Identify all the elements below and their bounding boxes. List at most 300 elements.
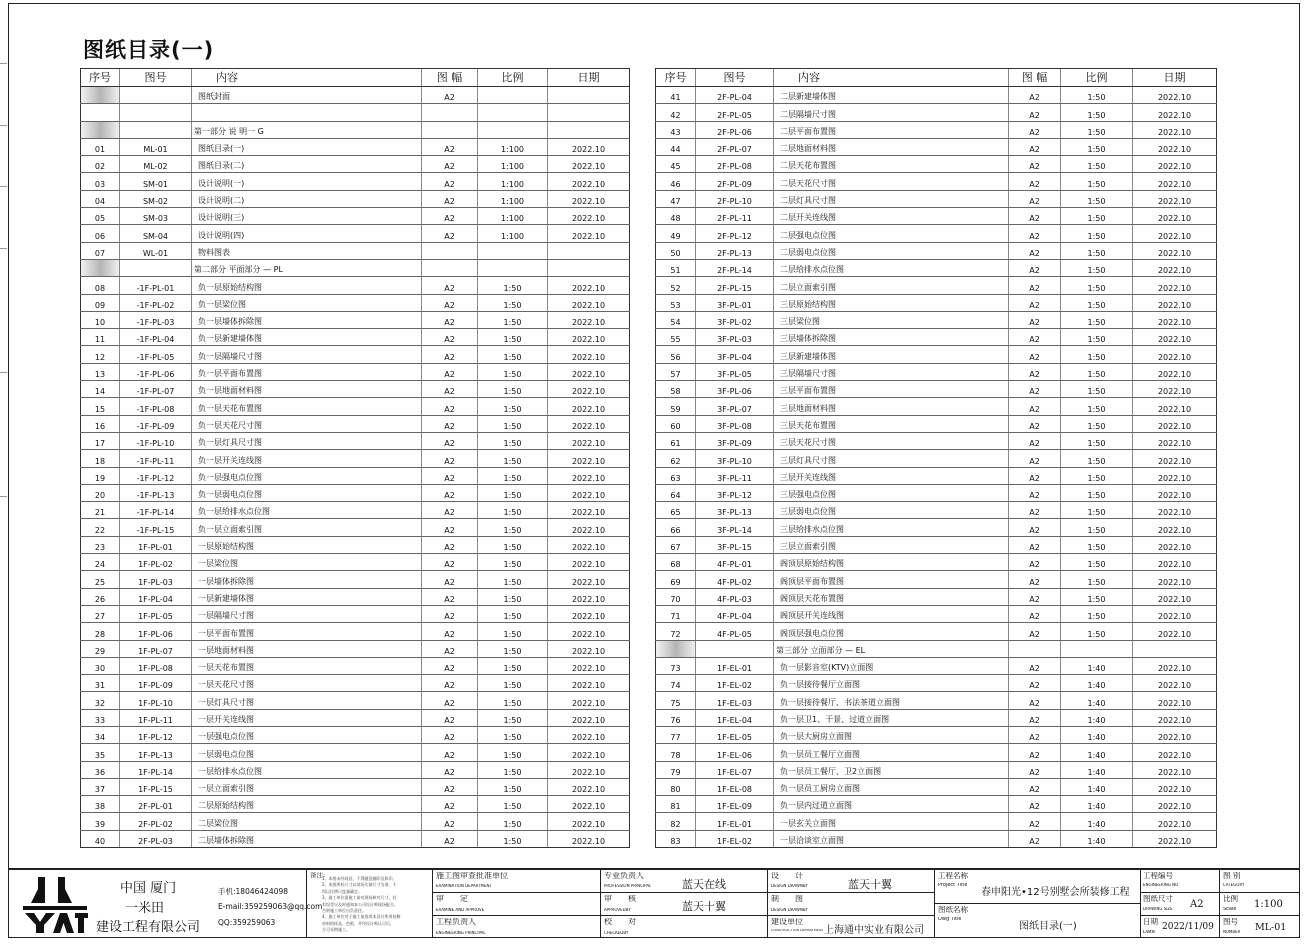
project-en: Project Title — [938, 883, 968, 888]
cell-code: SM-02 — [120, 190, 192, 207]
cell-date: 2022.10 — [1133, 605, 1217, 622]
cell-no: 67 — [656, 536, 696, 553]
eng-principal-label: 工程负责人 — [436, 918, 476, 926]
cell-content: 三层立面索引图 — [774, 536, 1009, 553]
cell-size: A2 — [422, 623, 478, 640]
cell-no — [81, 259, 120, 276]
table-row — [656, 640, 1217, 657]
phone-number: 手机:18046424098 — [218, 887, 289, 896]
cell-size: A2 — [422, 277, 478, 294]
cell-date: 2022.10 — [548, 173, 630, 190]
table-row — [656, 104, 1217, 121]
cell-date: 2022.10 — [548, 796, 630, 813]
cell-code: -1F-PL-01 — [120, 277, 192, 294]
cell-date — [548, 259, 630, 276]
edge-mark — [0, 372, 7, 373]
table-row — [81, 87, 630, 104]
cell-date: 2022.10 — [548, 605, 630, 622]
cell-scale: 1:50 — [1061, 398, 1133, 415]
cell-no: 52 — [656, 277, 696, 294]
table-row — [656, 346, 1217, 363]
email-address: E-mail:359259063@qq.com — [218, 902, 323, 911]
date-en: Date — [1143, 930, 1155, 935]
drawing-name-value: 图纸目录(一) — [1019, 921, 1077, 932]
cell-content: 负一层员工厨房立面图 — [774, 778, 1009, 795]
cell-scale: 1:50 — [478, 381, 548, 398]
cell-code: -1F-PL-14 — [120, 502, 192, 519]
cell-size: A2 — [422, 329, 478, 346]
cell-size: A2 — [422, 415, 478, 432]
cell-size: A2 — [422, 398, 478, 415]
table-row — [81, 502, 630, 519]
cell-size: A2 — [1009, 329, 1061, 346]
cell-size — [422, 242, 478, 259]
cell-date: 2022.10 — [1133, 208, 1217, 225]
cell-content: 负一层接待餐厅、书法茶道立面图 — [774, 692, 1009, 709]
cell-size: A2 — [422, 554, 478, 571]
table-row — [656, 692, 1217, 709]
cell-code: 1F-EL-07 — [696, 761, 774, 778]
cell-code: 1F-EL-06 — [696, 744, 774, 761]
cell-scale: 1:50 — [1061, 346, 1133, 363]
cell-size: A2 — [422, 208, 478, 225]
cell-code: 1F-PL-09 — [120, 675, 192, 692]
table-row — [81, 709, 630, 726]
table-row — [656, 761, 1217, 778]
date-label: 日期 — [1143, 918, 1158, 926]
cell-no: 76 — [656, 709, 696, 726]
cell-date: 2022.10 — [1133, 277, 1217, 294]
cell-date: 2022.10 — [1133, 225, 1217, 242]
cell-no — [656, 640, 696, 657]
cell-date: 2022.10 — [548, 536, 630, 553]
cell-size: A2 — [422, 467, 478, 484]
table-row — [656, 623, 1217, 640]
cell-content: 三层给排水点位图 — [774, 519, 1009, 536]
cell-scale: 1:50 — [1061, 381, 1133, 398]
table-row — [656, 173, 1217, 190]
table-row — [81, 830, 630, 847]
cell-size: A2 — [422, 830, 478, 847]
project-no-en: ENGINEERING NO — [1143, 883, 1179, 887]
cell-code: 1F-PL-03 — [120, 571, 192, 588]
cell-content: 一层玄关立面图 — [774, 813, 1009, 830]
cell-date: 2022.10 — [548, 830, 630, 847]
cell-content: 第三部分 立面部分 — EL — [774, 640, 1009, 657]
cell-no: 01 — [81, 138, 120, 155]
cell-code: 3F-PL-14 — [696, 519, 774, 536]
cell-code: 3F-PL-13 — [696, 502, 774, 519]
size-label: 图纸尺寸 — [1143, 895, 1173, 903]
prof-principal-label: 专业负责人 — [604, 872, 644, 880]
cell-scale: 1:50 — [1061, 484, 1133, 501]
cell-scale: 1:50 — [478, 277, 548, 294]
cell-code: 2F-PL-12 — [696, 225, 774, 242]
cell-code: 3F-PL-15 — [696, 536, 774, 553]
cell-size: A2 — [422, 432, 478, 449]
header-no: 序号 — [81, 69, 120, 87]
cell-date: 2022.10 — [1133, 363, 1217, 380]
cell-scale: 1:50 — [478, 726, 548, 743]
cell-date: 2022.10 — [548, 778, 630, 795]
table-row — [656, 311, 1217, 328]
cell-no: 71 — [656, 605, 696, 622]
cell-date: 2022.10 — [548, 190, 630, 207]
cell-date: 2022.10 — [548, 363, 630, 380]
cell-no: 53 — [656, 294, 696, 311]
cell-date: 2022.10 — [1133, 87, 1217, 104]
cell-no: 69 — [656, 571, 696, 588]
cell-size: A2 — [1009, 138, 1061, 155]
cell-code: 1F-PL-12 — [120, 726, 192, 743]
cell-no: 18 — [81, 450, 120, 467]
cell-content: 一层墙体拆除图 — [192, 571, 422, 588]
cell-code: 3F-PL-02 — [696, 311, 774, 328]
table-row — [656, 225, 1217, 242]
cell-no: 38 — [81, 796, 120, 813]
table-row — [656, 571, 1217, 588]
table-row — [656, 744, 1217, 761]
cell-scale: 1:50 — [478, 484, 548, 501]
cell-scale — [478, 87, 548, 104]
cell-size: A2 — [1009, 173, 1061, 190]
header-no: 序号 — [656, 69, 696, 87]
cell-content: 三层平面布置图 — [774, 381, 1009, 398]
cell-scale: 1:50 — [1061, 104, 1133, 121]
cell-code: 1F-PL-13 — [120, 744, 192, 761]
cell-size: A2 — [422, 744, 478, 761]
cell-no: 28 — [81, 623, 120, 640]
table-row — [81, 346, 630, 363]
cell-size: A2 — [422, 502, 478, 519]
header-date: 日期 — [1133, 69, 1217, 87]
cell-no: 73 — [656, 657, 696, 674]
table-row — [656, 726, 1217, 743]
cell-content: 一层天花尺寸图 — [192, 675, 422, 692]
note-line: 3、施工单位需施工前对现场核对尺寸，若 — [322, 895, 397, 901]
review-value: 蓝天十翼 — [682, 900, 726, 913]
cell-code — [120, 259, 192, 276]
cell-date: 2022.10 — [548, 294, 630, 311]
cell-date: 2022.10 — [548, 571, 630, 588]
cell-no: 49 — [656, 225, 696, 242]
cell-size: A2 — [1009, 484, 1061, 501]
cell-date: 2022.10 — [548, 640, 630, 657]
cell-code: -1F-PL-07 — [120, 381, 192, 398]
cell-code: -1F-PL-10 — [120, 432, 192, 449]
cell-content: 负一层弱电点位图 — [192, 484, 422, 501]
cell-scale: 1:50 — [478, 571, 548, 588]
cell-size: A2 — [1009, 726, 1061, 743]
cell-content: 三层天花布置图 — [774, 415, 1009, 432]
cell-content: 二层原始结构图 — [192, 796, 422, 813]
cell-no: 50 — [656, 242, 696, 259]
cell-scale: 1:100 — [478, 208, 548, 225]
cell-scale: 1:50 — [1061, 571, 1133, 588]
cell-no: 54 — [656, 311, 696, 328]
cell-size: A2 — [1009, 536, 1061, 553]
cell-content: 二层地面材料图 — [774, 138, 1009, 155]
cell-scale: 1:50 — [1061, 294, 1133, 311]
table-row — [81, 294, 630, 311]
table-header — [81, 69, 630, 87]
cell-content: 物料图表 — [192, 242, 422, 259]
cell-content: 第一部分 说 明一 G — [192, 121, 422, 138]
note-line: 有误差应及时通知本公司设计师现场配合, — [322, 901, 396, 907]
table-row — [81, 657, 630, 674]
cell-code: 1F-EL-05 — [696, 726, 774, 743]
cell-date — [548, 121, 630, 138]
cell-date: 2022.10 — [548, 225, 630, 242]
cell-date: 2022.10 — [1133, 744, 1217, 761]
cell-date — [548, 87, 630, 104]
note-line: 方可采购施工。 — [322, 927, 350, 933]
table-row — [656, 87, 1217, 104]
cell-no: 22 — [81, 519, 120, 536]
approve-label: 审 定 — [436, 895, 468, 903]
cell-scale: 1:50 — [478, 657, 548, 674]
cell-content — [192, 104, 422, 121]
cell-content: 二层强电点位图 — [774, 225, 1009, 242]
project-value: 春申阳光•12号别墅会所装修工程 — [981, 887, 1130, 898]
design-en: DESIGN DRAWNBY — [771, 884, 808, 888]
cell-size: A2 — [1009, 208, 1061, 225]
cell-scale: 1:50 — [478, 605, 548, 622]
cell-scale: 1:100 — [478, 190, 548, 207]
cell-scale: 1:50 — [478, 830, 548, 847]
table-row — [656, 432, 1217, 449]
cell-content: 负一层平面布置图 — [192, 363, 422, 380]
cell-size: A2 — [1009, 190, 1061, 207]
cell-no: 72 — [656, 623, 696, 640]
cell-date: 2022.10 — [1133, 761, 1217, 778]
table-row — [81, 311, 630, 328]
cell-code: 1F-EL-04 — [696, 709, 774, 726]
header-size: 图 幅 — [422, 69, 478, 87]
cell-size: A2 — [422, 588, 478, 605]
catalog-table-right — [655, 68, 1217, 848]
cell-no: 26 — [81, 588, 120, 605]
cell-content: 一层弱电点位图 — [192, 744, 422, 761]
edge-mark — [0, 248, 7, 249]
cell-size: A2 — [1009, 623, 1061, 640]
cell-no: 09 — [81, 294, 120, 311]
table-row — [656, 450, 1217, 467]
table-row — [81, 536, 630, 553]
cell-scale: 1:50 — [1061, 225, 1133, 242]
cell-content: 一层新建墙体图 — [192, 588, 422, 605]
cell-code: 1F-PL-11 — [120, 709, 192, 726]
cell-no: 10 — [81, 311, 120, 328]
cell-date: 2022.10 — [548, 709, 630, 726]
cell-code: 4F-PL-03 — [696, 588, 774, 605]
cell-code: 2F-PL-05 — [696, 104, 774, 121]
table-row — [656, 329, 1217, 346]
cell-date: 2022.10 — [1133, 657, 1217, 674]
cell-content: 一层平面布置图 — [192, 623, 422, 640]
cell-code: 2F-PL-10 — [696, 190, 774, 207]
cell-content: 一层地面材料图 — [192, 640, 422, 657]
company-type: 建设工程有限公司 — [96, 920, 201, 935]
cell-scale: 1:50 — [1061, 329, 1133, 346]
cell-size: A2 — [1009, 432, 1061, 449]
cell-code: 3F-PL-04 — [696, 346, 774, 363]
cell-size: A2 — [422, 87, 478, 104]
cell-no: 11 — [81, 329, 120, 346]
cell-code: 2F-PL-02 — [120, 813, 192, 830]
cell-content: 负一层给排水点位图 — [192, 502, 422, 519]
cell-no: 27 — [81, 605, 120, 622]
notes-label: 备注: — [310, 872, 326, 879]
cell-scale: 1:50 — [1061, 415, 1133, 432]
cell-no: 46 — [656, 173, 696, 190]
cell-content: 负一层原始结构图 — [192, 277, 422, 294]
table-row — [81, 450, 630, 467]
cell-size: A2 — [422, 813, 478, 830]
design-label: 设 计 — [771, 872, 803, 880]
cell-no: 35 — [81, 744, 120, 761]
table-row — [81, 104, 630, 121]
cell-scale: 1:50 — [1061, 605, 1133, 622]
cell-scale: 1:40 — [1061, 657, 1133, 674]
cell-date: 2022.10 — [1133, 692, 1217, 709]
cell-content: 阁顶层原始结构图 — [774, 554, 1009, 571]
cell-code: ML-02 — [120, 156, 192, 173]
design-value: 蓝天十翼 — [848, 878, 892, 891]
prof-principal-en: PROFESSION PRINCIPAL — [604, 884, 652, 888]
cell-content: 三层灯具尺寸图 — [774, 450, 1009, 467]
cell-code: WL-01 — [120, 242, 192, 259]
table-header — [656, 69, 1217, 87]
cell-size: A2 — [422, 138, 478, 155]
cell-date: 2022.10 — [548, 208, 630, 225]
cell-size: A2 — [1009, 709, 1061, 726]
cell-code: SM-01 — [120, 173, 192, 190]
cell-no: 37 — [81, 778, 120, 795]
cell-scale: 1:50 — [478, 675, 548, 692]
cell-no: 79 — [656, 761, 696, 778]
cell-code: 1F-PL-01 — [120, 536, 192, 553]
approval-unit-en: EXAMINATION DEPARTMENT — [436, 884, 492, 888]
number-label: 图号 — [1223, 918, 1238, 926]
cell-scale: 1:50 — [1061, 519, 1133, 536]
builder-label: 建设单位 — [771, 918, 803, 926]
cell-code: 1F-EL-02 — [696, 675, 774, 692]
cell-no: 64 — [656, 484, 696, 501]
cell-content: 二层墙体拆除图 — [192, 830, 422, 847]
cell-scale — [1061, 640, 1133, 657]
note-line: 得以比例尺度量确定。 — [322, 888, 362, 894]
table-row — [81, 138, 630, 155]
cell-scale: 1:50 — [1061, 588, 1133, 605]
cell-no: 25 — [81, 571, 120, 588]
cell-date: 2022.10 — [548, 813, 630, 830]
header-content: 内容 — [192, 69, 422, 87]
cell-no: 39 — [81, 813, 120, 830]
cell-size: A2 — [422, 796, 478, 813]
cell-size: A2 — [422, 657, 478, 674]
table-row — [81, 277, 630, 294]
cell-code: -1F-PL-12 — [120, 467, 192, 484]
cell-content: 负一层开关连线图 — [192, 450, 422, 467]
cell-content: 阁顶层开关连线图 — [774, 605, 1009, 622]
cell-content: 负一层员工餐厅、卫2立面图 — [774, 761, 1009, 778]
cell-code: -1F-PL-15 — [120, 519, 192, 536]
cell-size: A2 — [422, 450, 478, 467]
cell-content: 负一层卫1、干景、过道立面图 — [774, 709, 1009, 726]
cell-date: 2022.10 — [1133, 726, 1217, 743]
header-size: 图 幅 — [1009, 69, 1061, 87]
cell-content: 一层强电点位图 — [192, 726, 422, 743]
cell-size: A2 — [1009, 692, 1061, 709]
cell-date: 2022.10 — [1133, 467, 1217, 484]
table-row — [656, 467, 1217, 484]
cell-no: 03 — [81, 173, 120, 190]
builder-en: CONSTRUCTION DEPARTMENT — [771, 929, 824, 932]
edge-mark — [0, 63, 7, 64]
cell-scale: 1:50 — [478, 554, 548, 571]
cell-size: A2 — [1009, 346, 1061, 363]
cell-scale: 1:50 — [478, 467, 548, 484]
table-row — [656, 138, 1217, 155]
cell-scale: 1:50 — [1061, 190, 1133, 207]
cell-date: 2022.10 — [1133, 329, 1217, 346]
cell-size: A2 — [1009, 242, 1061, 259]
cell-date: 2022.10 — [1133, 294, 1217, 311]
builder-value: 上海通中实业有限公司 — [824, 925, 924, 936]
cell-content: 三层隔墙尺寸图 — [774, 363, 1009, 380]
cell-content: 二层开关连线图 — [774, 208, 1009, 225]
table-row — [656, 294, 1217, 311]
cell-code: 2F-PL-11 — [696, 208, 774, 225]
company-location: 中国 厦门 — [120, 881, 177, 896]
cell-size: A2 — [1009, 381, 1061, 398]
cell-size: A2 — [422, 709, 478, 726]
cell-no: 74 — [656, 675, 696, 692]
cell-date: 2022.10 — [1133, 536, 1217, 553]
table-row — [656, 208, 1217, 225]
cell-code — [120, 121, 192, 138]
cell-size: A2 — [422, 536, 478, 553]
cell-content: 设计说明(三) — [192, 208, 422, 225]
cell-content: 设计说明(四) — [192, 225, 422, 242]
cell-scale: 1:40 — [1061, 778, 1133, 795]
cell-no: 65 — [656, 502, 696, 519]
cell-content: 图纸目录(二) — [192, 156, 422, 173]
cell-content: 二层天花尺寸图 — [774, 173, 1009, 190]
header-code: 图号 — [120, 69, 192, 87]
table-row — [656, 381, 1217, 398]
header-scale: 比例 — [478, 69, 548, 87]
cell-size: A2 — [1009, 554, 1061, 571]
cell-content: 三层墙体拆除图 — [774, 329, 1009, 346]
cell-date: 2022.10 — [1133, 830, 1217, 847]
check-en: CHECKEDBY — [604, 931, 629, 935]
table-row — [656, 796, 1217, 813]
cell-date: 2022.10 — [548, 554, 630, 571]
table-row — [81, 208, 630, 225]
cell-scale: 1:50 — [478, 796, 548, 813]
cell-date: 2022.10 — [1133, 156, 1217, 173]
cell-content: 二层天花布置图 — [774, 156, 1009, 173]
table-row — [656, 830, 1217, 847]
cell-size: A2 — [422, 571, 478, 588]
cell-code: 1F-PL-15 — [120, 778, 192, 795]
scale-value: 1:100 — [1254, 899, 1283, 910]
approval-unit-label: 施工图审查批准单位 — [436, 872, 508, 880]
cell-content: 三层天花尺寸图 — [774, 432, 1009, 449]
table-row — [81, 813, 630, 830]
